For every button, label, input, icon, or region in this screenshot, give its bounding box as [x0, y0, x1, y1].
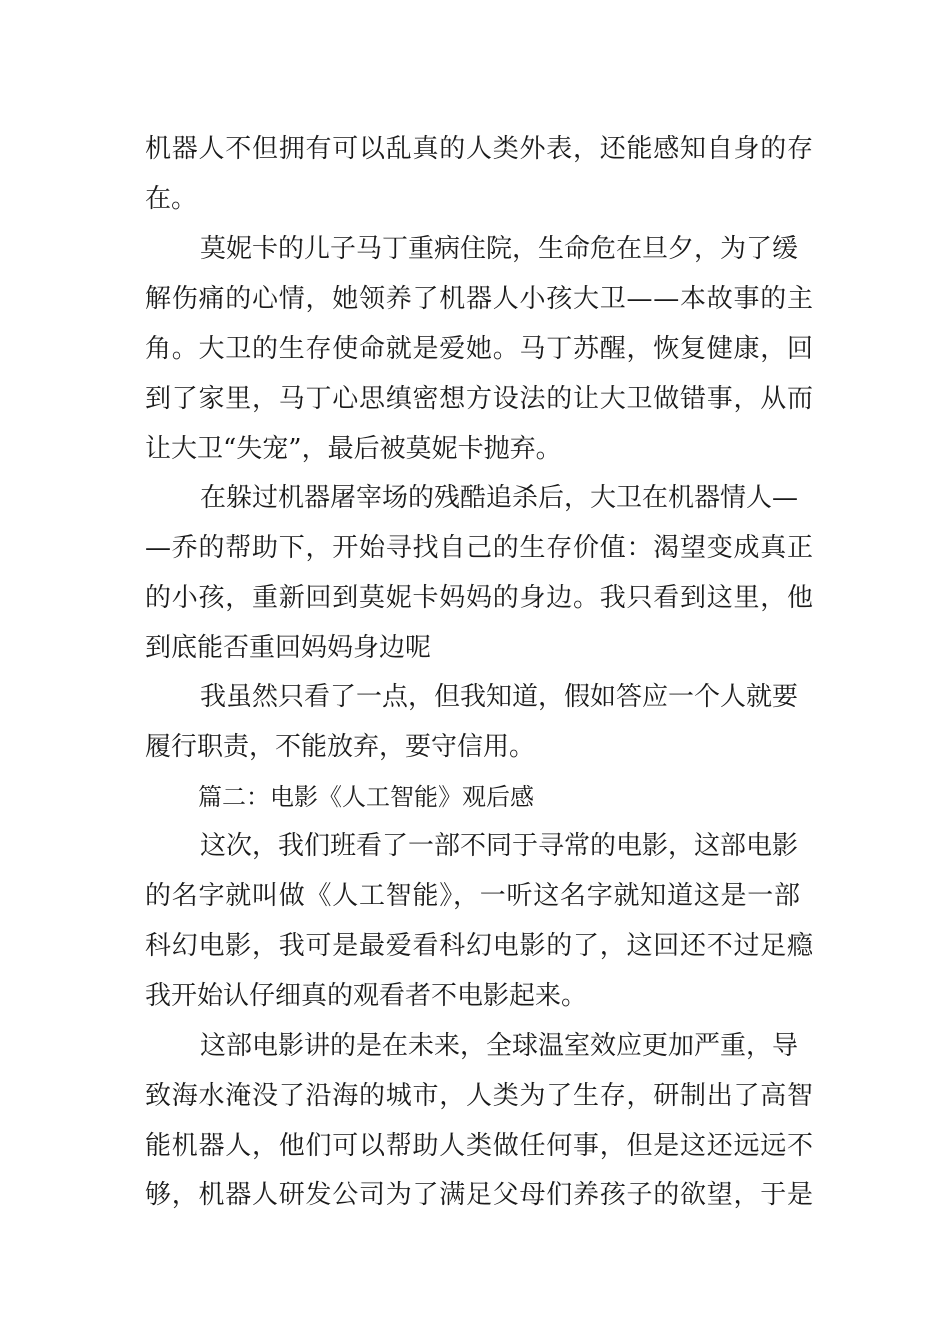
paragraph-first-line: 在躲过机器屠宰场的残酷追杀后，大卫在机器情人—	[200, 483, 799, 513]
paragraph-first-line: 莫妮卡的儿子马丁重病住院，生命危在旦夕，为了缓	[200, 234, 799, 264]
text-line: 我开始认仔细真的观看者不电影起来。	[145, 981, 588, 1011]
text-line: 致海水淹没了沿海的城市，人类为了生存，研制出了高智	[145, 1081, 814, 1111]
text-line: 到底能否重回妈妈身边呢	[145, 633, 432, 663]
text-line: 在。	[145, 184, 198, 214]
text-line: 让大卫“失宠”，最后被莫妮卡抛弃。	[145, 434, 562, 464]
text-line: 解伤痛的心情，她领养了机器人小孩大卫——本故事的主	[145, 284, 814, 314]
paragraph-first-line: 这次，我们班看了一部不同于寻常的电影，这部电影	[200, 831, 799, 861]
text-line: 够，机器人研发公司为了满足父母们养孩子的欲望，于是	[145, 1180, 814, 1210]
text-line: 科幻电影，我可是最爱看科幻电影的了，这回还不过足瘾	[145, 931, 814, 961]
text-line: —乔的帮助下，开始寻找自己的生存价值：渴望变成真正	[145, 533, 814, 563]
text-line: 到了家里，马丁心思缜密想方设法的让大卫做错事，从而	[145, 384, 814, 414]
text-line: 角。大卫的生存使命就是爱她。马丁苏醒，恢复健康，回	[145, 334, 814, 364]
section-heading: 篇二：电影《人工智能》观后感	[198, 783, 534, 811]
paragraph-first-line: 我虽然只看了一点，但我知道，假如答应一个人就要	[200, 682, 799, 712]
text-line: 机器人不但拥有可以乱真的人类外表，还能感知自身的存	[145, 134, 814, 164]
text-line: 的小孩，重新回到莫妮卡妈妈的身边。我只看到这里，他	[145, 583, 814, 613]
text-line: 能机器人，他们可以帮助人类做任何事，但是这还远远不	[145, 1131, 814, 1161]
text-line: 的名字就叫做《人工智能》，一听这名字就知道这是一部	[145, 881, 801, 911]
text-line: 履行职责，不能放弃，要守信用。	[145, 732, 536, 762]
paragraph-first-line: 这部电影讲的是在未来，全球温室效应更加严重，导	[200, 1031, 799, 1061]
